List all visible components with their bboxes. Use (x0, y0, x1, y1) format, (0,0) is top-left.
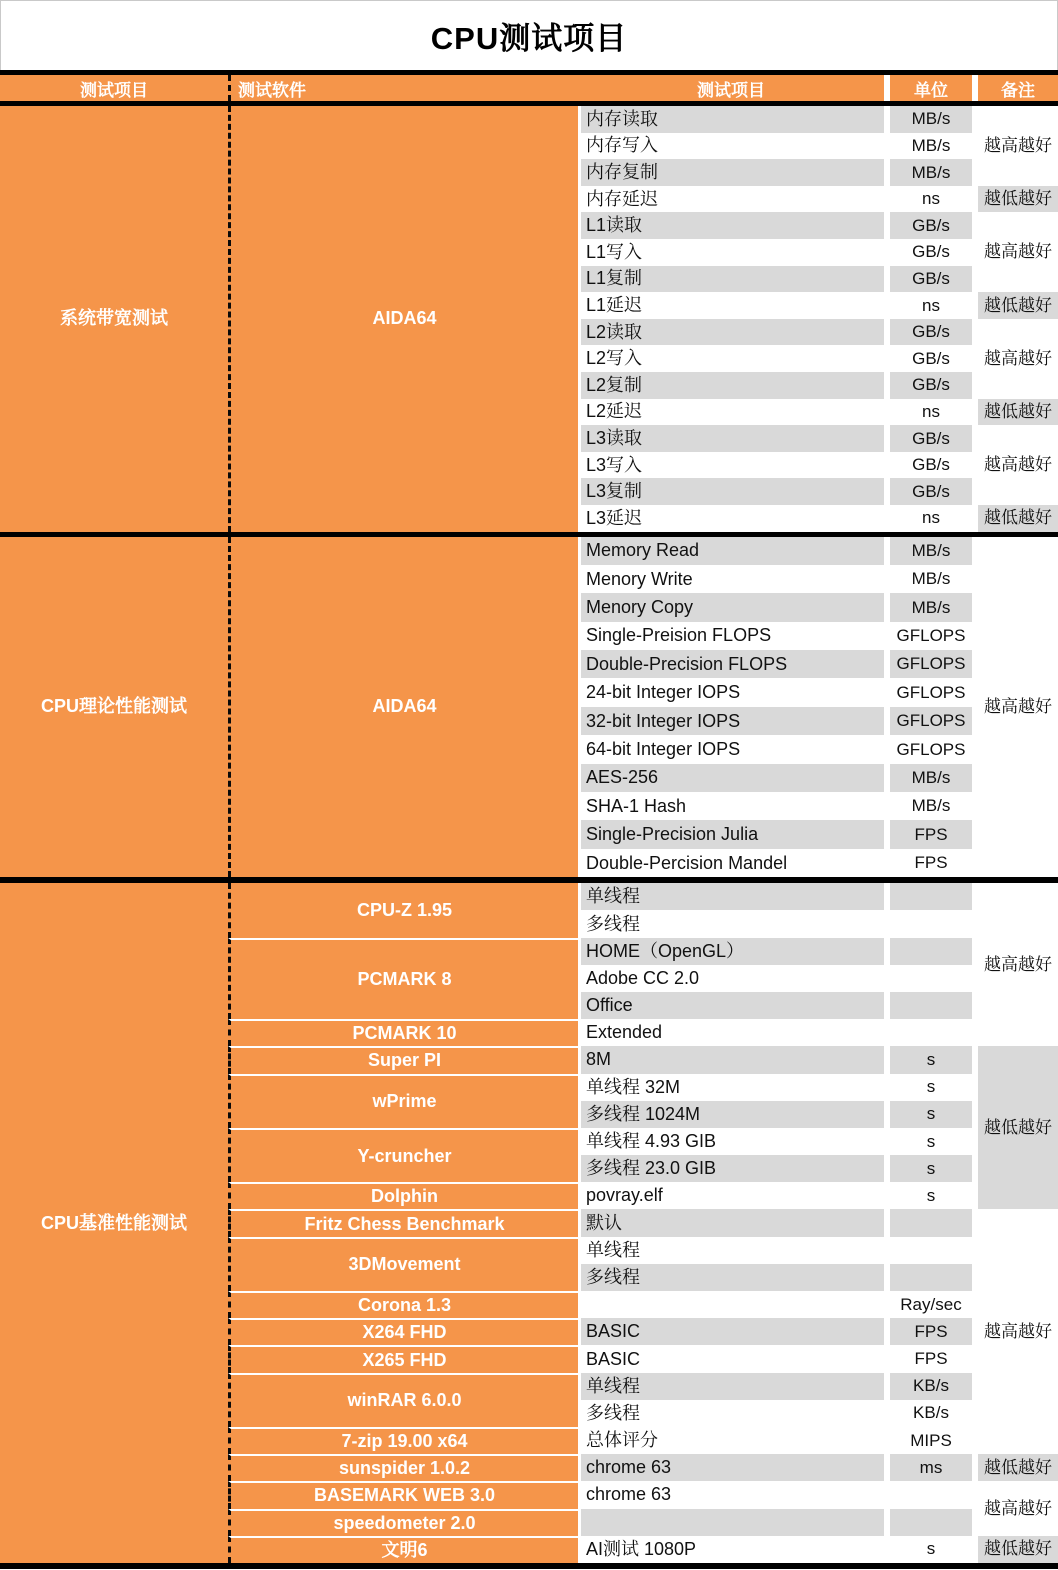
software-cell: Y-cruncher (228, 1128, 578, 1182)
test-cell: 多线程 1024M (578, 1101, 884, 1128)
column-gap (972, 593, 978, 621)
test-cell: Double-Precision FLOPS (578, 650, 884, 678)
column-gap (972, 622, 978, 650)
column-header-note: 备注 (978, 75, 1058, 101)
column-gap (972, 1101, 978, 1128)
bandwidth-test-section (0, 106, 1058, 532)
unit-cell: KB/s (890, 1373, 972, 1400)
unit-cell: FPS (890, 1318, 972, 1345)
test-cell: Double-Percision Mandel (578, 849, 884, 877)
column-gap (972, 1019, 978, 1046)
column-gap (972, 239, 978, 266)
table-header-row (0, 75, 1058, 101)
unit-cell: s (890, 1046, 972, 1073)
test-cell: Adobe CC 2.0 (578, 965, 884, 992)
test-cell: 8M (578, 1046, 884, 1073)
software-cell: CPU-Z 1.95 (228, 883, 578, 937)
unit-cell: GFLOPS (890, 707, 972, 735)
test-cell: Single-Preision FLOPS (578, 622, 884, 650)
remark-cell: 越低越好 (978, 505, 1058, 532)
unit-cell: MB/s (890, 764, 972, 792)
test-cell: chrome 63 (578, 1481, 884, 1508)
remark-cell: 越高越好 (984, 696, 1052, 716)
column-gap (972, 650, 978, 678)
software-cell: X264 FHD (228, 1318, 578, 1345)
test-cell: 24-bit Integer IOPS (578, 678, 884, 706)
test-cell: HOME（OpenGL） (578, 938, 884, 965)
test-cell: L3写入 (578, 452, 884, 479)
test-cell: 内存写入 (578, 133, 884, 160)
test-cell: BASIC (578, 1318, 884, 1345)
column-gap (972, 1155, 978, 1182)
unit-cell: GFLOPS (890, 650, 972, 678)
remark-cell: 越低越好 (978, 292, 1058, 319)
column-gap (972, 1264, 978, 1291)
remark-cell: 越高越好 (984, 455, 1052, 475)
test-cell (578, 1291, 884, 1318)
software-cell: wPrime (228, 1074, 578, 1128)
test-cell: L1读取 (578, 212, 884, 239)
test-cell: chrome 63 (578, 1454, 884, 1481)
remark-cell: 越低越好 (978, 399, 1058, 426)
column-gap (972, 1074, 978, 1101)
unit-cell: ns (922, 189, 940, 209)
column-gap (972, 1318, 978, 1345)
column-header-category: 测试项目 (0, 75, 228, 101)
column-gap (972, 266, 978, 293)
unit-cell: FPS (890, 820, 972, 848)
column-gap (972, 820, 978, 848)
test-cell: 单线程 32M (578, 1074, 884, 1101)
test-cell: 多线程 23.0 GIB (578, 1155, 884, 1182)
software-cell: sunspider 1.0.2 (228, 1454, 578, 1481)
table-row (0, 537, 1058, 565)
test-cell: L3复制 (578, 478, 884, 505)
test-cell: 总体评分 (578, 1427, 884, 1454)
unit-cell: MB/s (911, 569, 951, 589)
test-cell: AI测试 1080P (578, 1536, 884, 1563)
column-gap (972, 565, 978, 593)
test-cell: L2延迟 (578, 399, 884, 426)
software-cell: X265 FHD (228, 1345, 578, 1372)
column-gap (972, 1128, 978, 1155)
test-cell: 单线程 (578, 883, 884, 910)
column-gap (972, 1182, 978, 1209)
test-cell: 内存复制 (578, 159, 884, 186)
column-header-test: 测试项目 (578, 75, 884, 101)
unit-cell: GFLOPS (896, 739, 966, 759)
test-cell: 单线程 4.93 GIB (578, 1128, 884, 1155)
column-gap (972, 345, 978, 372)
test-cell: 单线程 (578, 1373, 884, 1400)
unit-cell (890, 883, 972, 910)
column-gap (972, 159, 978, 186)
page-title: CPU测试项目 (0, 0, 1058, 70)
remark-cell: 越高越好 (984, 348, 1052, 368)
software-cell: Fritz Chess Benchmark (228, 1209, 578, 1236)
column-gap (972, 764, 978, 792)
unit-cell (890, 992, 972, 1019)
column-gap (972, 910, 978, 937)
unit-cell: KB/s (913, 1403, 949, 1423)
remark-cell: 越高越好 (984, 1498, 1052, 1518)
column-gap (972, 849, 978, 877)
software-cell: Corona 1.3 (228, 1291, 578, 1318)
column-gap (972, 1237, 978, 1264)
unit-cell (890, 1509, 972, 1536)
unit-cell: s (926, 1131, 936, 1151)
unit-cell: ns (922, 295, 940, 315)
unit-cell: MIPS (910, 1430, 952, 1450)
remark-cell: 越高越好 (984, 135, 1052, 155)
test-cell: SHA-1 Hash (578, 792, 884, 820)
unit-cell (890, 965, 972, 992)
remark-cell: 越高越好 (984, 1321, 1052, 1341)
unit-cell: s (926, 1185, 936, 1205)
column-gap (972, 1345, 978, 1372)
software-cell: speedometer 2.0 (228, 1509, 578, 1536)
software-cell: Super PI (228, 1046, 578, 1073)
column-gap (972, 133, 978, 160)
column-gap (972, 938, 978, 965)
unit-cell: FPS (914, 1349, 948, 1369)
test-cell: L2复制 (578, 372, 884, 399)
software-cell: winRAR 6.0.0 (228, 1373, 578, 1427)
column-gap (972, 372, 978, 399)
benchmark-test-section (0, 883, 1058, 1563)
unit-cell: GB/s (890, 212, 972, 239)
test-cell: 内存读取 (578, 106, 884, 133)
category-cell: CPU基准性能测试 (0, 883, 228, 1563)
test-cell: L2读取 (578, 319, 884, 346)
unit-cell: GB/s (890, 478, 972, 505)
test-cell: 内存延迟 (578, 186, 884, 213)
unit-cell: GB/s (890, 372, 972, 399)
column-gap (972, 1509, 978, 1536)
test-cell: 64-bit Integer IOPS (578, 735, 884, 763)
unit-cell: GB/s (912, 348, 950, 368)
test-cell: Extended (578, 1019, 884, 1046)
unit-cell: MB/s (890, 106, 972, 133)
column-gap (972, 1427, 978, 1454)
test-cell: L3读取 (578, 425, 884, 452)
unit-cell: GFLOPS (896, 625, 966, 645)
unit-cell: ns (922, 401, 940, 421)
test-cell: 单线程 (578, 1237, 884, 1264)
test-cell: Memory Read (578, 537, 884, 565)
table-row (0, 106, 1058, 133)
unit-cell: GB/s (912, 455, 950, 475)
unit-cell: MB/s (890, 159, 972, 186)
test-cell: 多线程 (578, 910, 884, 937)
unit-cell (890, 1264, 972, 1291)
test-cell: L1复制 (578, 266, 884, 293)
unit-cell: FPS (914, 853, 948, 873)
unit-cell: GB/s (890, 425, 972, 452)
test-cell: povray.elf (578, 1182, 884, 1209)
test-cell: L1延迟 (578, 292, 884, 319)
test-cell: BASIC (578, 1345, 884, 1372)
column-gap (972, 792, 978, 820)
remark-cell: 越高越好 (984, 242, 1052, 262)
remark-cell: 越低越好 (978, 1454, 1058, 1481)
section-divider (0, 1563, 1058, 1569)
column-gap (972, 735, 978, 763)
unit-cell: GB/s (912, 242, 950, 262)
remark-cell: 越低越好 (978, 186, 1058, 213)
category-cell: 系统带宽测试 (0, 106, 228, 532)
remark-cell: 越高越好 (984, 954, 1052, 974)
column-header-software: 测试软件 (228, 75, 578, 101)
software-cell: AIDA64 (228, 106, 578, 532)
software-cell: 7-zip 19.00 x64 (228, 1427, 578, 1454)
unit-cell: MB/s (890, 593, 972, 621)
remark-cell: 越低越好 (978, 1536, 1058, 1563)
column-gap (972, 1400, 978, 1427)
software-cell: PCMARK 10 (228, 1019, 578, 1046)
test-cell: Menory Write (578, 565, 884, 593)
unit-cell: Ray/sec (900, 1294, 962, 1314)
category-cell: CPU理论性能测试 (0, 537, 228, 878)
test-cell: Single-Precision Julia (578, 820, 884, 848)
test-cell: 多线程 (578, 1264, 884, 1291)
unit-cell: ms (890, 1454, 972, 1481)
test-cell (578, 1509, 884, 1536)
unit-cell: MB/s (890, 537, 972, 565)
software-cell: Dolphin (228, 1182, 578, 1209)
software-cell: AIDA64 (228, 537, 578, 878)
test-cell: 多线程 (578, 1400, 884, 1427)
unit-cell (890, 938, 972, 965)
unit-cell (890, 910, 972, 937)
test-cell: Menory Copy (578, 593, 884, 621)
unit-cell (890, 1237, 972, 1264)
test-cell: AES-256 (578, 764, 884, 792)
unit-cell: GB/s (890, 266, 972, 293)
software-cell: PCMARK 8 (228, 938, 578, 1020)
test-cell: Office (578, 992, 884, 1019)
test-cell: L2写入 (578, 345, 884, 372)
unit-cell: GB/s (890, 319, 972, 346)
unit-cell: s (926, 1539, 936, 1559)
column-gap (972, 707, 978, 735)
software-cell: BASEMARK WEB 3.0 (228, 1481, 578, 1508)
column-gap (972, 992, 978, 1019)
column-gap (972, 452, 978, 479)
column-gap (972, 1373, 978, 1400)
column-gap (972, 678, 978, 706)
software-cell: 3DMovement (228, 1237, 578, 1291)
unit-cell: s (890, 1155, 972, 1182)
table-row (0, 883, 1058, 910)
column-header-unit: 单位 (890, 75, 972, 101)
column-gap (972, 1291, 978, 1318)
test-cell: 32-bit Integer IOPS (578, 707, 884, 735)
unit-cell: GFLOPS (896, 682, 966, 702)
remark-cell: 越低越好 (978, 1046, 1058, 1209)
software-cell: 文明6 (228, 1536, 578, 1563)
column-gap (972, 965, 978, 992)
unit-cell: s (926, 1077, 936, 1097)
test-cell: L1写入 (578, 239, 884, 266)
test-cell: L3延迟 (578, 505, 884, 532)
unit-cell: MB/s (911, 796, 951, 816)
unit-cell (890, 1019, 972, 1046)
column-gap (972, 478, 978, 505)
unit-cell: s (890, 1101, 972, 1128)
test-cell: 默认 (578, 1209, 884, 1236)
unit-cell: ns (922, 508, 940, 528)
unit-cell: MB/s (911, 135, 951, 155)
unit-cell (890, 1209, 972, 1236)
unit-cell (890, 1481, 972, 1508)
theoretical-test-section (0, 537, 1058, 878)
